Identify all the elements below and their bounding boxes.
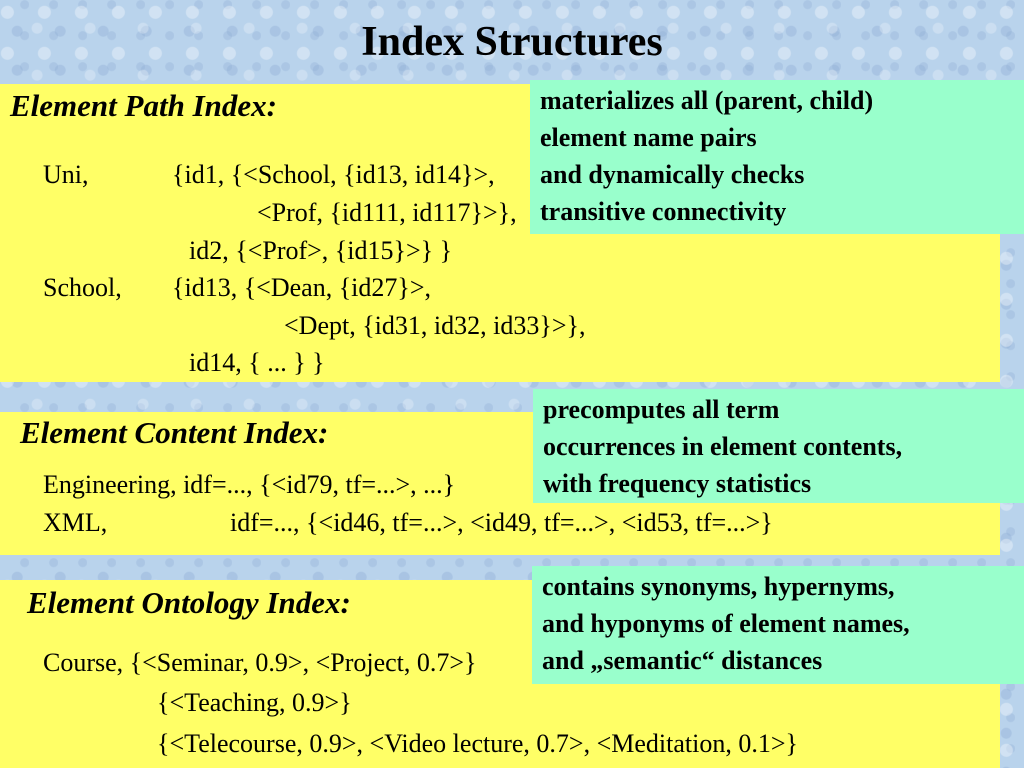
path-index-line: <Dept, {id31, id32, id33}>}, <box>284 311 586 340</box>
path-index-line: School, <box>43 273 122 302</box>
ontology-index-note <box>532 566 1024 684</box>
note-line: and hyponyms of element names, <box>542 609 910 638</box>
note-line: materializes all (parent, child) <box>540 86 874 115</box>
note-line: with frequency statistics <box>543 469 812 498</box>
path-index-heading: Element Path Index: <box>10 88 277 123</box>
note-line: precomputes all term <box>543 395 780 424</box>
content-index-heading: Element Content Index: <box>20 415 329 450</box>
content-index-line: XML, <box>43 508 108 537</box>
note-line: and „semantic“ distances <box>542 646 823 675</box>
path-index-line: id14, { ... } } <box>189 348 325 377</box>
note-line: transitive connectivity <box>540 197 787 226</box>
note-line: element name pairs <box>540 123 757 152</box>
content-index-line: idf=..., {<id46, tf=...>, <id49, tf=...>, <id53, tf=...>} <box>230 508 773 537</box>
path-index-note <box>530 80 1024 234</box>
note-line: and dynamically checks <box>540 160 805 189</box>
ontology-index-line: {<Teaching, 0.9>} <box>157 688 352 717</box>
content-index-note <box>533 389 1024 503</box>
ontology-index-heading: Element Ontology Index: <box>27 585 351 620</box>
note-line: occurrences in element contents, <box>543 432 903 461</box>
note-line: contains synonyms, hypernyms, <box>542 572 895 601</box>
content-index-line: Engineering, idf=..., {<id79, tf=...>, ...} <box>43 470 456 499</box>
path-index-line: Uni, <box>43 160 89 189</box>
page-title: Index Structures <box>361 19 663 65</box>
ontology-index-line: Course, {<Seminar, 0.9>, <Project, 0.7>} <box>43 648 477 677</box>
ontology-index-line: {<Telecourse, 0.9>, <Video lecture, 0.7>, <Meditation, 0.1>} <box>157 729 798 758</box>
path-index-line: {id13, {<Dean, {id27}>, <box>172 273 432 302</box>
path-index-line: <Prof, {id111, id117}>}, <box>257 198 517 227</box>
path-index-line: id2, {<Prof>, {id15}>} } <box>189 236 453 265</box>
path-index-line: {id1, {<School, {id13, id14}>, <box>172 160 495 189</box>
